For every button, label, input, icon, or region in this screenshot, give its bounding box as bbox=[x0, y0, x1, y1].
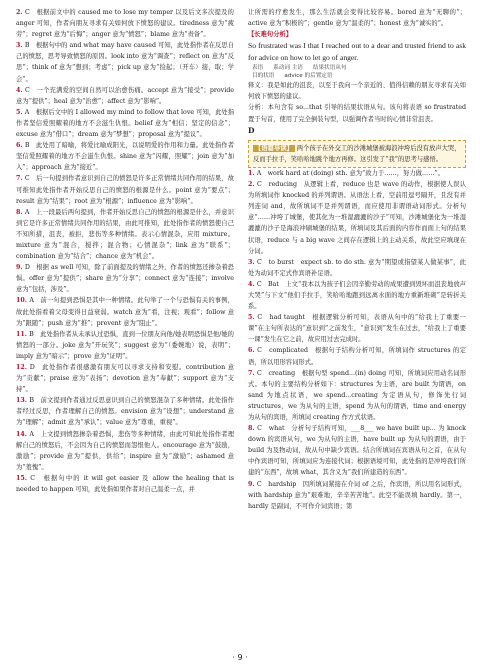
answer-item bbox=[16, 107, 234, 140]
answer-item bbox=[16, 429, 234, 473]
answer-letter: C bbox=[24, 175, 37, 183]
answer-item bbox=[248, 423, 466, 478]
explanation-text: 根据 as well 可知，除了前面提及的情绪之外，作者的愤怒还掺杂着恐惧。offer 意为“提供”；share 意为“分享”；connect 意为“连接”；involve 意为“包括，涉及”。 bbox=[16, 264, 234, 294]
question-number: 9. bbox=[248, 480, 257, 488]
answer-letter: C bbox=[257, 181, 269, 189]
continued-explanation: 让所需的疗愈发生，那么生活就会变得比较容易。bored 意为“无聊的”；active 意为“积极的”；gentle 意为“温柔的”；honest 意为“诚实的”。 bbox=[248, 9, 466, 28]
gloss-label: advice 的后置定语 bbox=[284, 73, 333, 80]
explanation-text: Bat 上文“我本以为孩子们会因辛勤劳动的成果遭到毁坏而沮丧地放声大哭”与下文“他们手拉手，笑哈哈地跑到远离水面的地方重新堆砌”是转折关系。 bbox=[248, 280, 466, 311]
right-items bbox=[248, 168, 466, 512]
answer-item bbox=[248, 279, 466, 312]
explanation-text: 此处指作者很感激有朋友可以寻求支持和安慰。contribution 意为“贡献”；praise 意为“表扬”；devotion 意为“奉献”；support 意为“支持”。 bbox=[16, 364, 234, 394]
sentence-gloss-2 bbox=[248, 72, 466, 80]
answer-letter: A bbox=[24, 208, 36, 216]
question-number: 12. bbox=[16, 364, 30, 371]
question-number: 4. bbox=[248, 280, 257, 288]
answer-item bbox=[248, 312, 466, 345]
sentence-analysis: 分析：本句含有 so...that 引导的结果状语从句。该句将表语 so frustrated 置于句首，使用了完全倒装句型，以强调作者当时的心情非常沮丧。 bbox=[248, 104, 466, 123]
answer-letter: B bbox=[29, 397, 41, 405]
answer-letter: D bbox=[24, 264, 37, 272]
explanation-text: 根据句中的 it will get easier 及 allow the healing that is needed to happen 可知，此处指如果作者对自己温柔一点，并 bbox=[16, 474, 234, 494]
explanation-text: 上文提到愤怒掺杂着恐惧，悲伤等多种情绪，由此可知此处指作者理解自己的愤怒后，不会因为自己的愤怒而怨恨他人。encourage 意为“鼓励，激励”；provide 意为“提供，供给”；inspire 意为“激励”；ashamed 意为“羞愧”。 bbox=[16, 430, 234, 471]
answer-letter: C bbox=[25, 86, 37, 94]
answer-item bbox=[248, 479, 466, 512]
answer-letter: A bbox=[24, 108, 36, 116]
answer-item bbox=[16, 173, 234, 206]
left-column bbox=[16, 7, 234, 495]
answer-letter: B bbox=[24, 142, 36, 150]
question-number: 2. bbox=[248, 181, 257, 189]
question-number: 13. bbox=[16, 397, 30, 405]
answer-item bbox=[16, 295, 234, 328]
passage-guide-box bbox=[248, 140, 466, 168]
explanation-text: 上一段最后两句提到，作者开始反思自己的愤怒的根源是什么，并意识到它是许多正常情绪共同作用的结果，由此可推知，此处指作者的愤怒使自己不知所措，沮丧，被拒，悲伤等多种情绪。表示心情混杂，应用 mixture。mixture 意为“混合，搅拌；混合物；心情混杂”；link 意为“联系”；combination 意为“结合”；chance 意为“机会”。 bbox=[16, 208, 234, 261]
explanation-text: to burst expect sb. to do sth. 意为“期望或指望某人做某事”，此处为动词不定式作宾语补足语。 bbox=[248, 258, 466, 277]
sentence-explanation: 释义：我是如此的沮丧，以至于我向一个亲近的、值得信赖的朋友寻求有关如何放下愤怒的建议。 bbox=[248, 82, 466, 101]
gloss-label: 结果状语从句 bbox=[312, 65, 347, 72]
explanation-text: 根据句中的 and what may have caused 可知，此处指作者在反思自己的愤怒，思考导致愤怒的原因。look into 意为“调查”；reflect on 意为“反思”；think of 意为“想到；考虑”；pick up 意为“捡起；（开车）接，取；学会”。 bbox=[16, 42, 234, 83]
explanation-text: 前文提到作者通过反思意识到自己的愤怒混杂了多种情绪。此处指作者经过反思，作者理解自己的愤怒。envision 意为“设想”；understand 意为“理解”；admit 意为“承认”；value 意为“尊重，重视”。 bbox=[16, 397, 234, 427]
question-number: 6. bbox=[16, 142, 25, 150]
question-number: 5. bbox=[16, 108, 25, 116]
explanation-text: 此处指作者从未承认过恐惧，直到一位朋友向他/她表明恐惧是他/她的愤怒的一部分。joke 意为“开玩笑”；suggest 意为“（委婉地）说，表明”；imply 意为“暗示”；prove 意为“证明”。 bbox=[16, 330, 234, 360]
explanation-text: 前一句提到恐惧是其中一种情绪。此句举了一个与恐惧有关的事例，故此处指看着父母变得日益衰弱。watch 意为“看，注视；观看”；follow 意为“跟随”；push 意为“推”；prevent 意为“阻止”。 bbox=[16, 297, 234, 327]
answer-item bbox=[248, 345, 466, 367]
question-number: 3. bbox=[16, 42, 25, 50]
question-number: 3. bbox=[248, 258, 257, 266]
question-number: 1. bbox=[248, 169, 257, 177]
answer-item bbox=[16, 40, 234, 84]
question-number: 7. bbox=[248, 369, 257, 377]
question-number: 9. bbox=[16, 264, 25, 272]
gloss-label: 表语 bbox=[252, 65, 264, 72]
question-number: 4. bbox=[16, 86, 25, 94]
explanation-text: had taught 根据逻辑分析可知，表语从句中的“给我上了重要一课”在主句所表达的“意识到”之前发生，“意识到”发生在过去，“给我上了重要一课”发生在它之前，故应用过去完成时。 bbox=[248, 314, 466, 344]
answer-letter: C bbox=[30, 474, 44, 482]
question-number: 10. bbox=[16, 297, 30, 305]
answer-item bbox=[248, 179, 466, 257]
answer-item bbox=[248, 257, 466, 279]
question-number: 5. bbox=[248, 314, 258, 322]
long-sentence-tag: 【长难句分析】 bbox=[248, 31, 293, 39]
section-letter: D bbox=[248, 125, 255, 135]
answer-item bbox=[16, 207, 234, 262]
explanation-text: 此处用了暗喻，将爱比喻成阳光，以说明爱的作用和力量。此处指作者坚信爱照耀着的地方不会滋生仇恨。shine 意为“闪耀，照耀”；join 意为“加入”；approach 意为“接近”。 bbox=[16, 142, 234, 172]
answer-item bbox=[248, 368, 466, 423]
answer-item bbox=[16, 362, 234, 395]
question-number: 8. bbox=[16, 208, 25, 216]
answer-letter: B bbox=[24, 42, 36, 50]
page-number: · 9 · bbox=[232, 653, 248, 662]
right-column bbox=[248, 7, 466, 512]
question-number: 2. bbox=[16, 9, 26, 16]
explanation-text: 根据后文中的 I allowed my mind to follow that love 可知，此处指作者坚信爱照耀着的地方不会滋生仇恨。belief 意为“相信；坚定的信念”；excuse 意为“借口”；dream 意为“梦想”；proposal 意为“提议”。 bbox=[16, 108, 234, 139]
question-number: 14. bbox=[16, 430, 30, 438]
explanation-text: 根据前文中的 caused me to lose my temper 以及后文多次提及的 anger 可知，作者向朋友寻求有关如何放下愤怒的建议。tiredness 意为“疲劳”；regret 意为“后悔”；anger 意为“愤怒”；blame 意为“责备”。 bbox=[16, 9, 234, 39]
answer-item bbox=[16, 7, 234, 40]
answer-letter: C bbox=[256, 480, 269, 488]
answer-letter: A bbox=[29, 430, 41, 438]
question-number: 8. bbox=[248, 425, 258, 433]
answer-letter: A bbox=[256, 169, 268, 177]
answer-letter: C bbox=[257, 314, 270, 322]
explanation-text: reducing 从逻辑上看，reduce 也是 wave 的动作，根据使人误认为所填词作 knocked 的并列谓语。从语法上看，空前用逗号隔开，且没有并列连词 and，故所填词不是并列谓语，而应使用非谓语动词形式。分析句意“……冲垮了城堡，使其化为一堆湿漉漉的沙子”可知，沙滩城堡化为一堆湿漉漉的沙子是海浪冲刷城堡的结果，所填词及其后面的内容作而面上句的结果状语，reduce 与 a big wave 之间存在逻辑上的主动关系，故此空应填现在分词。 bbox=[248, 181, 466, 255]
answer-letter: C bbox=[257, 347, 270, 355]
explanation-text: 后一句提到作者意识到自己的愤怒是许多正常情绪共同作用的结果，故可推知此处指作者开始反思自己的愤怒的根源是什么。point 意为“要点”；result 意为“结果”；root 意为“根源”；influence 意为“影响”。 bbox=[16, 175, 234, 205]
explanation-text: 一个充满爱的空间自然可以治愈伤痛。accept 意为“接受”；provide 意为“提供”；heal 意为“治愈”；affect 意为“影响”。 bbox=[16, 86, 234, 105]
answer-letter: C bbox=[25, 9, 37, 16]
answer-letter: C bbox=[256, 369, 269, 377]
question-number: 7. bbox=[16, 175, 25, 183]
answer-letter: C bbox=[256, 280, 269, 288]
explanation-text: what 分析句子结构可知，___8___ we have built up... 为 knock down 的宾语从句，we 为从句的主语，have built up 为从句的谓语，由于 build 为及物动词，故从句中缺少宾语。结合所填词在宾语从句之首，在从句中作宾语可知，所填词应为连接代词；根据语境可知，此处指的是冲垮我们所建的“东西”，故填 what，其含义为“我们所建造的东西”。 bbox=[248, 425, 466, 477]
explanation-text: hardship 因所填词紧接在介词 of 之后，作宾语，所以用名词形式，with hardship 意为“艰难地，辛辛苦苦地”。此空不能误填 hardly。第一，hardly 是副词，不可作介词宾语；第 bbox=[248, 480, 466, 510]
answer-item bbox=[16, 395, 234, 428]
explanation-text: complicated 根据句子结构分析可知，所填词作 structures 的定语，所以用形容词形式。 bbox=[248, 347, 466, 366]
answer-letter: B bbox=[29, 330, 41, 338]
question-number: 11. bbox=[16, 330, 30, 338]
question-number: 15. bbox=[16, 474, 31, 482]
answer-letter: C bbox=[257, 425, 269, 433]
explanation-text: creating 根据句型 spend...(in) doing 可知，所填词应用动名词形式。本句的主要结构分析如下：structures 为主语，are built 为谓语，on sand 为地点状语，we spend...creating 为定语从句，修饰先行词 structures，we 为从句的主语，spend 为从句的谓语，time and energy 为从句的宾语，所填词 creating 作方式状语。 bbox=[248, 369, 466, 421]
gloss-label: 目的状语 bbox=[252, 73, 275, 80]
answer-item bbox=[16, 85, 234, 107]
explanation-text: work hard at (doing) sth. 意为“致力于……，努力做……”。 bbox=[267, 169, 445, 177]
passage-guide-label: 【语篇导读】 bbox=[255, 144, 293, 152]
passage-guide-text: 两个孩子在外交工的沙滩城堡被海浪冲垮后没有放声大哭，反而手拉手，笑哈哈地跳个地方再修。这引发了“我”的思考与感悟。 bbox=[253, 144, 461, 163]
long-sentence: So frustrated was I that I reached out to a dear and trusted friend to ask for advice on how to let go of anger. bbox=[248, 41, 466, 63]
gloss-label: 系动词 主语 bbox=[273, 65, 303, 72]
answer-letter: C bbox=[257, 258, 269, 266]
answer-item bbox=[16, 140, 234, 173]
sentence-gloss-1 bbox=[248, 64, 466, 72]
answer-item bbox=[16, 262, 234, 295]
answer-item bbox=[16, 473, 234, 495]
question-number: 6. bbox=[248, 347, 258, 355]
answer-letter: D bbox=[29, 364, 43, 371]
answer-item bbox=[16, 329, 234, 362]
answer-item bbox=[248, 168, 466, 179]
answer-letter: A bbox=[29, 297, 41, 305]
